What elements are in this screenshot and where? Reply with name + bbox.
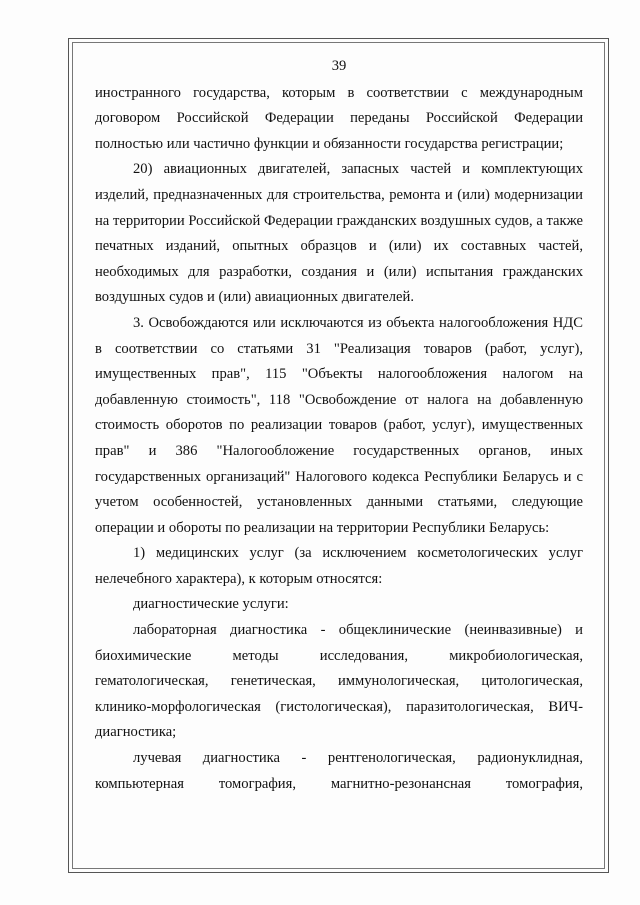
paragraph-4: 1) медицинских услуг (за исключением косметологических услуг нелечебного характера), к которым относятся: xyxy=(95,545,583,587)
paragraph-2: 20) авиационных двигателей, запасных частей и комплектующих изделий, предназначенных для строительства, ремонта и (или) модернизации на территории Российской Федерации гражданских воздушных судов, а также печатных изданий, опытных образцов и (или) их составных частей, необходимых для разработки, создания и (или) испытания гражданских воздушных судов и (или) авиационных двигателей. xyxy=(95,161,583,306)
paragraph-1: иностранного государства, которым в соответствии с международным договором Российской Федерации переданы Российской Федерации полностью или частично функции и обязанности государства регистрации; xyxy=(95,84,583,152)
paragraph-5: диагностические услуги: xyxy=(133,596,289,613)
document-body xyxy=(95,54,583,797)
paragraph-7: лучевая диагностика - рентгенологическая, радионуклидная, компьютерная томография, магнитно-резонансная томография, xyxy=(95,750,583,792)
paragraph-6: лабораторная диагностика - общеклинические (неинвазивные) и биохимические методы исследования, микробиологическая, гематологическая, генетическая, иммунологическая, цитологическая, клинико-морфологическая (гистологическая), паразитологическая, ВИЧ-диагностика; xyxy=(95,622,583,741)
page-number: 39 xyxy=(331,58,347,74)
paragraph-3: 3. Освобождаются или исключаются из объекта налогообложения НДС в соответствии со статьями 31 "Реализация товаров (работ, услуг), имущественных прав", 115 "Объекты налогообложения налогом на добавленную стоимость", 118 "Освобождение от налога на добавленную стоимость оборотов по реализации товаров (работ, услуг), имущественных прав" и 386 "Налогообложение государственных органов, иных государственных организаций" Налогового кодекса Республики Беларусь и с учетом особенностей, установленных данными статьями, следующие операции и обороты по реализации на территории Республики Беларусь: xyxy=(95,314,583,536)
